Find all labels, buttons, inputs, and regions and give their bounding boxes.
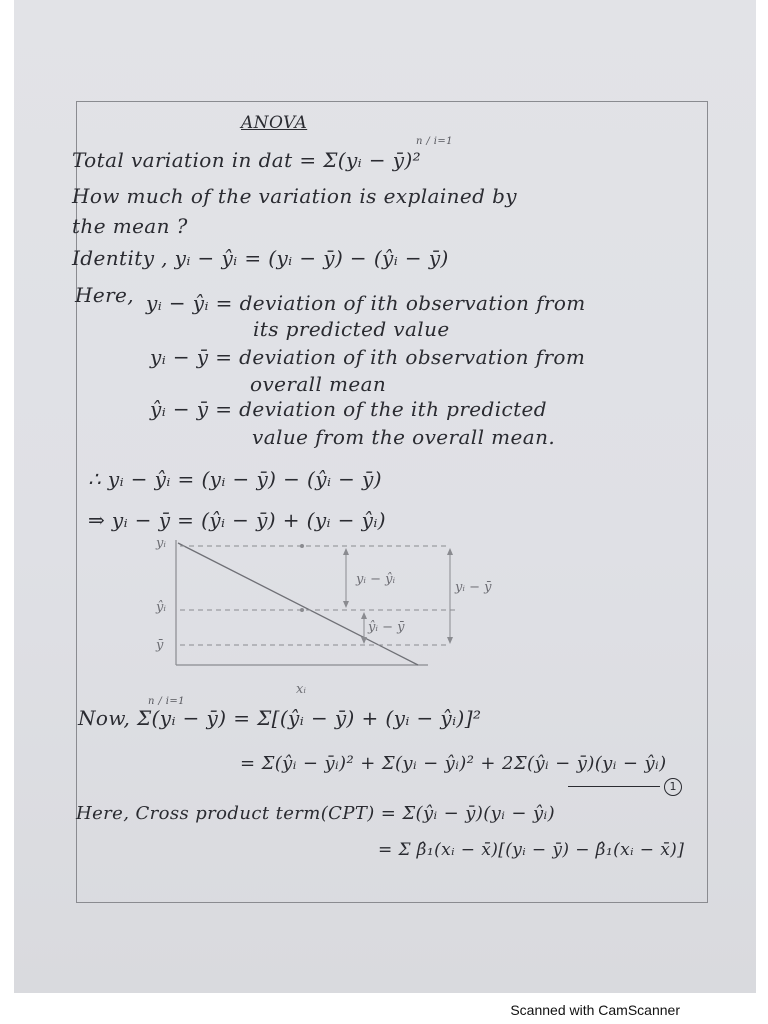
graph-label-total: yᵢ − ȳ [455,580,492,595]
definition-2-cont: overall mean [250,372,387,396]
graph-label-gap2: ŷᵢ − ȳ [368,620,405,635]
line-question-1: How much of the variation is explained by [72,184,518,208]
graph-label-yhat: ŷᵢ [156,600,166,615]
cpt-expansion-line: = Σ β̂₁(xᵢ − x̄)[(yᵢ − ȳ) − β̂₁(xᵢ − x̄)] [378,840,685,860]
implies-line: ⇒ yᵢ − ȳ = (ŷᵢ − ȳ) + (yᵢ − ŷᵢ) [88,508,386,532]
predicted-point [300,608,304,612]
definition-3: ŷᵢ − ȳ = deviation of the ith predicted [150,397,547,421]
line-question-2: the mean ? [72,214,188,238]
expansion-line: = Σ(ŷᵢ − ȳᵢ)² + Σ(yᵢ − ŷᵢ)² + 2Σ(ŷᵢ − ȳ)(yᵢ − ŷᵢ) [240,753,667,774]
definition-1-cont: its predicted value [253,317,450,341]
graph-label-ybar: ȳ [156,638,164,653]
therefore-line: ∴ yᵢ − ŷᵢ = (yᵢ − ȳ) − (ŷᵢ − ȳ) [88,467,382,491]
equation-number: 1 [664,778,682,796]
line-identity: Identity , yᵢ − ŷᵢ = (yᵢ − ȳ) − (ŷᵢ − ȳ) [72,246,449,270]
now-line: Now, Σ(yᵢ − ȳ) = Σ[(ŷᵢ − ȳ) + (yᵢ − ŷᵢ)]² [78,706,482,730]
graph-label-gap1: yᵢ − ŷᵢ [356,572,396,587]
definition-2: yᵢ − ȳ = deviation of ith observation from [150,345,586,369]
graph-label-yi: yᵢ [156,536,166,551]
equation-number-rule [568,786,660,787]
cpt-line: Here, Cross product term(CPT) = Σ(ŷᵢ − ȳ)(yᵢ − ŷᵢ) [76,803,555,824]
regression-line [178,543,418,665]
definition-3-cont: value from the overall mean. [252,425,556,449]
line-total-variation: Total variation in dat = Σ(yᵢ − ȳ)² [72,148,422,172]
definition-1: yᵢ − ŷᵢ = deviation of ith observation from [146,291,586,315]
observation-point [300,544,304,548]
regression-diagram [150,535,590,675]
sum-limits-2: n / i=1 [148,696,185,707]
page-title: ANOVA [241,113,308,133]
sum-limits-1: n / i=1 [416,136,453,147]
here-label: Here, [75,283,135,307]
camscanner-watermark: Scanned with CamScanner [510,1002,680,1018]
graph-label-xi: xᵢ [296,682,306,697]
